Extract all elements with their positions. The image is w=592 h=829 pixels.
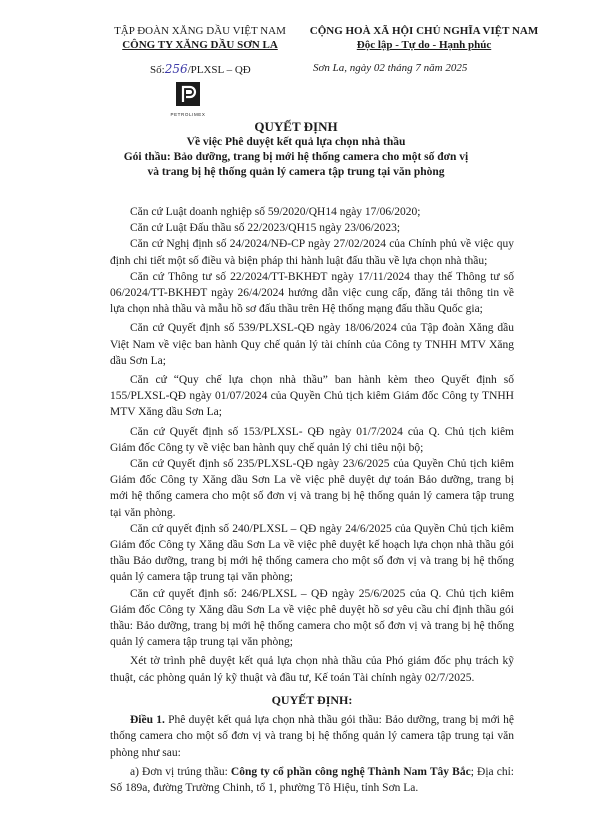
subject-line-1: Về việc Phê duyệt kết quả lựa chọn nhà thầu <box>186 136 406 148</box>
logo-text: PETROLIMEX <box>170 112 206 117</box>
company-logo <box>166 82 210 117</box>
company-name: CÔNG TY XĂNG DẦU SƠN LA <box>122 39 278 51</box>
title-block <box>40 119 552 180</box>
basis-paragraph: Căn cứ quyết định số: 246/PLXSL – QĐ ngày 25/6/2025 của Q. Chủ tịch kiêm Giám đốc Công ty Xăng dầu Sơn La về việc phê duyệt hồ sơ yêu cầu chỉ định thầu gói thầu: Bảo dưỡng, trang bị mới hệ thống camera cho một số đơn vị và trang bị hệ thống quản lý camera tập trung tại văn phòng; <box>110 587 514 649</box>
article-1-label: Điều 1. <box>130 714 165 727</box>
national-header <box>290 24 558 52</box>
nation-name: CỘNG HOÀ XÃ HỘI CHỦ NGHĨA VIỆT NAM <box>309 25 539 37</box>
issue-date: Sơn La, ngày 02 tháng 7 năm 2025 <box>313 62 468 74</box>
group-name: TẬP ĐOÀN XĂNG DẦU VIỆT NAM <box>114 25 286 37</box>
basis-paragraph: Căn cứ “Quy chế lựa chọn nhà thầu” ban hành kèm theo Quyết định số 155/PLXSL-QĐ ngày 01/07/2024 của Quyền Chủ tịch kiêm Giám đốc Công ty TNHH MTV Xăng dầu Sơn La; <box>110 374 514 419</box>
article-1-text: Phê duyệt kết quả lựa chọn nhà thầu gói thầu: Bảo dưỡng, trang bị mới hệ thống camera cho một số đơn vị và trang bị hệ thống quản lý camera tập trung tại văn phòng như sau: <box>110 714 515 759</box>
winning-bidder: Công ty cổ phần công nghệ Thành Nam Tây Bắc <box>230 765 471 778</box>
doc-number-suffix: /PLXSL – QĐ <box>187 64 251 76</box>
basis-paragraph: Căn cứ Nghị định số 24/2024/NĐ-CP ngày 27/02/2024 của Chính phủ về việc quy định chi tiết một số điều và biện pháp thi hành luật đấu thầu về lựa chọn nhà thầu; <box>110 238 514 267</box>
document-body <box>110 204 514 796</box>
issuer-header <box>100 24 300 52</box>
item-a-suffix: ; Địa chỉ: Số 189a, đường Trường Chinh, tổ 1, phường Tô Hiệu, tỉnh Sơn La. <box>110 765 514 794</box>
item-a-prefix: a) Đơn vị trúng thầu: <box>130 765 231 778</box>
national-motto: Độc lập - Tự do - Hạnh phúc <box>356 39 492 51</box>
petrolimex-logo-icon <box>176 82 200 106</box>
basis-paragraph: Xét tờ trình phê duyệt kết quả lựa chọn nhà thầu của Phó giám đốc phụ trách kỹ thuật, các phòng quản lý kỹ thuật và đầu tư, Kế toán Tài chính ngày 02/7/2025. <box>110 655 514 684</box>
document-number <box>150 62 251 76</box>
item-a <box>110 764 514 796</box>
decision-heading: QUYẾT ĐỊNH: <box>271 692 353 707</box>
basis-paragraph: Căn cứ Thông tư số 22/2024/TT-BKHĐT ngày 17/11/2024 thay thế Thông tư số 06/2024/TT-BKHĐT ngày 26/4/2024 hướng dẫn việc cung cấp, đăng tải thông tin về lựa chọn nhà thầu và mẫu hồ sơ đấu thầu trên Hệ thống mạng đấu thầu Quốc gia; <box>110 270 514 316</box>
handwritten-number: 256 <box>164 62 188 76</box>
basis-paragraph: Căn cứ Luật Đấu thầu số 22/2023/QH15 ngày 23/06/2023; <box>130 222 401 235</box>
article-1 <box>110 712 514 761</box>
subject-line-2: Gói thầu: Bảo dưỡng, trang bị mới hệ thống camera cho một số đơn vị <box>123 151 469 163</box>
basis-paragraph: Căn cứ Luật doanh nghiệp số 59/2020/QH14 ngày 17/06/2020; <box>130 206 421 218</box>
subject-line-3: và trang bị hệ thống quản lý camera tập trung tại văn phòng <box>147 166 445 178</box>
basis-paragraph: Căn cứ Quyết định số 235/PLXSL-QĐ ngày 23/6/2025 của Quyền Chủ tịch kiêm Giám đốc Công ty Xăng dầu Sơn La về việc phê duyệt dự toán Bảo dưỡng, trang bị mới hệ thống camera cho một số đơn vị và trang bị hệ thống quản lý camera tập trung tại văn phòng. <box>110 458 514 519</box>
document-title: QUYẾT ĐỊNH <box>254 119 338 134</box>
doc-number-prefix: Số: <box>150 64 165 76</box>
basis-paragraph: Căn cứ Quyết định số 153/PLXSL- QĐ ngày 01/7/2024 của Q. Chủ tịch kiêm Giám đốc Công ty về việc ban hành quy chế quản lý chi tiêu nội bộ; <box>110 425 514 454</box>
basis-paragraph: Căn cứ Quyết định số 539/PLXSL-QĐ ngày 18/06/2024 của Tập đoàn Xăng dầu Việt Nam về việc ban hành Quy chế quản lý tài chính của Công ty TNHH MTV Xăng dầu Sơn La; <box>110 322 514 367</box>
basis-paragraph: Căn cứ quyết định số 240/PLXSL – QĐ ngày 24/6/2025 của Quyền Chủ tịch kiêm Giám đốc Công ty Xăng dầu Sơn La về việc phê duyệt kế hoạch lựa chọn nhà thầu gói thầu Bảo dưỡng, trang bị mới hệ thống camera cho một số đơn vị và trang bị hệ thống quản lý camera tập trung tại văn phòng; <box>110 522 514 584</box>
